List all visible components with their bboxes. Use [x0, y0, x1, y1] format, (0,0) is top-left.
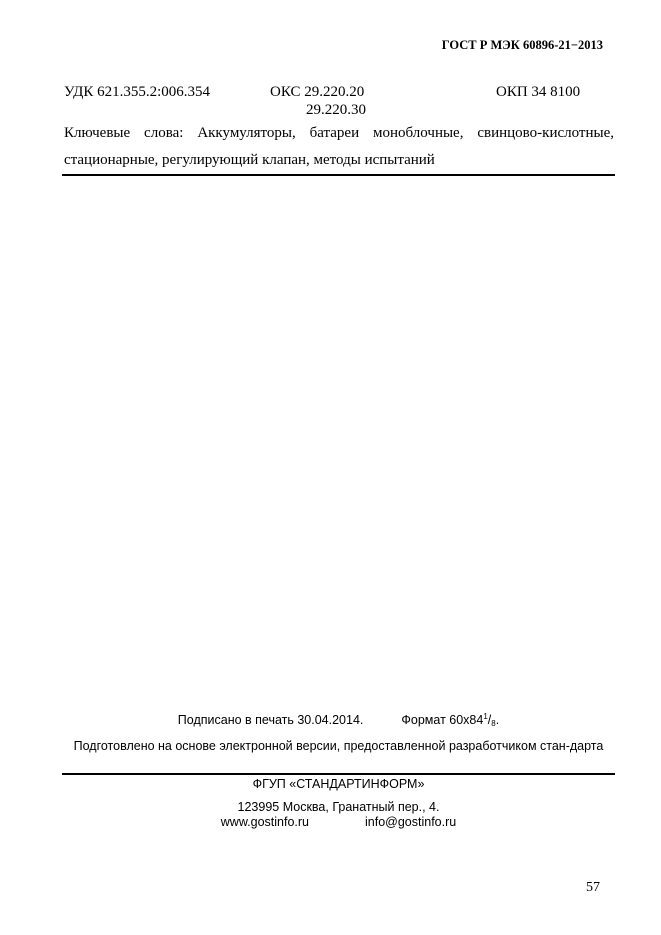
format-text: Формат $60х84^1/_8$. — [401, 712, 500, 728]
keywords-block — [64, 120, 614, 174]
format-suffix: . — [495, 713, 500, 727]
signed-date-text: Подписано в печать 30.04.2014. — [177, 713, 364, 727]
bottom-divider — [62, 773, 615, 775]
page-number: 57 — [586, 880, 600, 895]
publisher-contacts — [62, 815, 615, 829]
website-link[interactable]: www.gostinfo.ru — [220, 815, 309, 829]
imprint-prepared-note: Подготовлено на основе электронной версии, предоставленной разработчиком стан-дарта — [73, 739, 604, 753]
udk-code: УДК 621.355.2:006.354 — [64, 84, 211, 100]
publisher-address: 123995 Москва, Гранатный пер., 4. — [237, 800, 440, 814]
top-divider — [62, 174, 615, 176]
oks-code-secondary: 29.220.30 — [306, 102, 366, 118]
okp-code: ОКП 34 8100 — [496, 84, 581, 100]
keywords-line-1: Ключевые слова: Аккумуляторы, батареи моноблочные, свинцово-кислотные, — [64, 125, 614, 141]
document-header-standard-code: ГОСТ Р МЭК 60896-21−2013 — [441, 38, 603, 52]
classification-codes — [64, 84, 614, 118]
format-numerator: 1 — [483, 712, 488, 721]
format-denominator: 8 — [491, 719, 496, 728]
imprint-signed-format — [62, 712, 615, 728]
format-prefix: Формат 60х84 — [401, 713, 484, 727]
oks-code-primary: ОКС 29.220.20 — [270, 84, 365, 100]
publisher-name: ФГУП «СТАНДАРТИНФОРМ» — [252, 777, 425, 791]
keywords-line-2: стационарные, регулирующий клапан, методы испытаний — [64, 152, 435, 168]
email-link[interactable]: info@gostinfo.ru — [365, 815, 457, 829]
